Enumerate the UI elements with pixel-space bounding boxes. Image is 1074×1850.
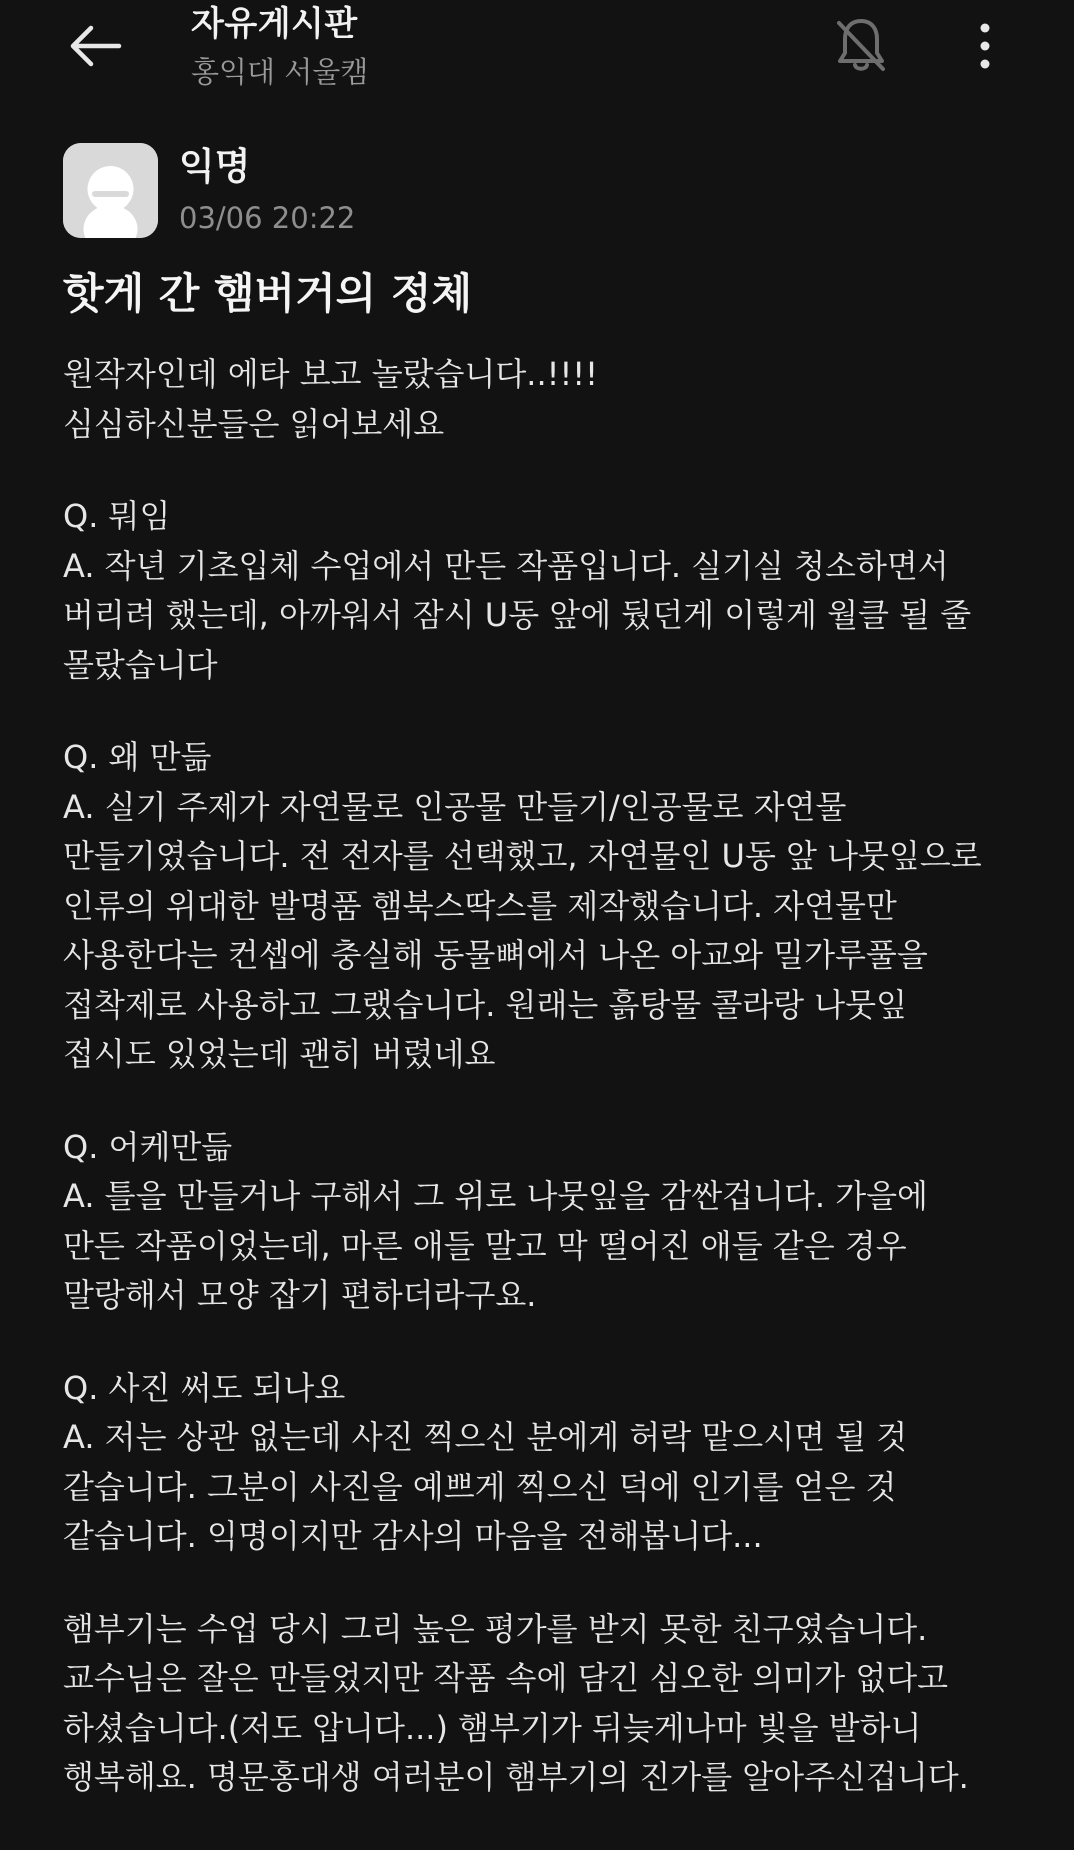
body-line: 심심하신분들은 읽어보세요 bbox=[63, 404, 445, 443]
body-line: Q. 사진 써도 되나요 bbox=[63, 1368, 346, 1407]
bell-off-icon bbox=[831, 15, 891, 75]
board-subtitle: 홍익대 서울캠 bbox=[191, 55, 369, 89]
body-line: 만들기였습니다. 전 전자를 선택했고, 자연물인 U동 앞 나뭇잎으로 bbox=[63, 837, 982, 875]
post-paragraph-how bbox=[63, 1123, 1023, 1321]
back-button[interactable] bbox=[60, 18, 130, 74]
top-app-bar bbox=[0, 0, 1074, 110]
body-line: 접시도 있었는데 괜히 버렸네요 bbox=[63, 1035, 496, 1073]
post-author bbox=[63, 143, 963, 239]
body-line: 버리려 했는데, 아까워서 잠시 U동 앞에 뒀던게 이렇게 월클 될 줄 bbox=[63, 596, 972, 634]
body-line: 만든 작품이었는데, 마른 애들 말고 막 떨어진 애들 같은 경우 bbox=[63, 1226, 907, 1265]
body-line: A. 실기 주제가 자연물로 인공물 만들기/인공물로 자연물 bbox=[63, 787, 847, 826]
body-line: 사용한다는 컨셉에 충실해 동물뼈에서 나온 아교와 밀가루풀을 bbox=[63, 936, 928, 974]
post-paragraph-intro bbox=[63, 350, 1023, 449]
body-line: 행복해요. 명문홍대생 여러분이 햄부기의 진가를 알아주신겁니다. bbox=[63, 1758, 969, 1796]
author-avatar bbox=[63, 143, 158, 238]
arrow-left-icon bbox=[67, 24, 123, 68]
body-line: A. 저는 상관 없는데 사진 찍으신 분에게 허락 맡으시면 될 것 bbox=[63, 1418, 908, 1456]
post-paragraph-what bbox=[63, 492, 1023, 690]
body-line: Q. 뭐임 bbox=[63, 497, 171, 535]
body-line: 원작자인데 에타 보고 놀랐습니다..!!!! bbox=[63, 355, 598, 393]
body-line: 하셨습니다.(저도 압니다...) 햄부기가 뒤늦게나마 빛을 발하니 bbox=[63, 1708, 922, 1747]
body-line: 같습니다. 익명이지만 감사의 마음을 전해봅니다... bbox=[63, 1517, 763, 1555]
body-line: A. 작년 기초입체 수업에서 만든 작품입니다. 실기실 청소하면서 bbox=[63, 546, 949, 585]
body-line: 같습니다. 그분이 사진을 예쁘게 찍으신 덕에 인기를 얻은 것 bbox=[63, 1467, 897, 1506]
body-line: A. 틀을 만들거나 구해서 그 위로 나뭇잎을 감싼겁니다. 가을에 bbox=[63, 1177, 928, 1215]
post-paragraph-photo bbox=[63, 1364, 1023, 1562]
post-date: 03/06 20:22 bbox=[179, 201, 356, 235]
body-line: 접착제로 사용하고 그랬습니다. 원래는 흙탕물 콜라랑 나뭇잎 bbox=[63, 985, 908, 1024]
header-titles bbox=[191, 2, 368, 92]
body-line: 인류의 위대한 발명품 햄북스딱스를 제작했습니다. 자연물만 bbox=[63, 886, 897, 925]
more-options-button[interactable] bbox=[960, 16, 1010, 76]
body-line: Q. 어케만듦 bbox=[63, 1127, 233, 1166]
notification-toggle-button[interactable] bbox=[826, 10, 896, 80]
post-paragraph-closing bbox=[63, 1605, 1023, 1803]
post-title: 핫게 간 햄버거의 정체 bbox=[63, 269, 473, 318]
more-vertical-icon bbox=[975, 21, 995, 71]
body-line: 교수님은 잘은 만들었지만 작품 속에 담긴 심오한 의미가 없다고 bbox=[63, 1659, 949, 1697]
body-line: 몰랐습니다 bbox=[63, 645, 218, 684]
post-paragraph-why bbox=[63, 733, 1023, 1080]
post-body bbox=[63, 350, 1023, 1846]
author-name: 익명 bbox=[179, 145, 251, 188]
body-line: Q. 왜 만듦 bbox=[63, 738, 212, 776]
default-avatar-icon bbox=[63, 143, 158, 238]
body-line: 햄부기는 수업 당시 그리 높은 평가를 받지 못한 친구였습니다. bbox=[63, 1609, 928, 1648]
board-title: 자유게시판 bbox=[191, 4, 358, 44]
body-line: 말랑해서 모양 잡기 편하더라구요. bbox=[63, 1276, 537, 1314]
